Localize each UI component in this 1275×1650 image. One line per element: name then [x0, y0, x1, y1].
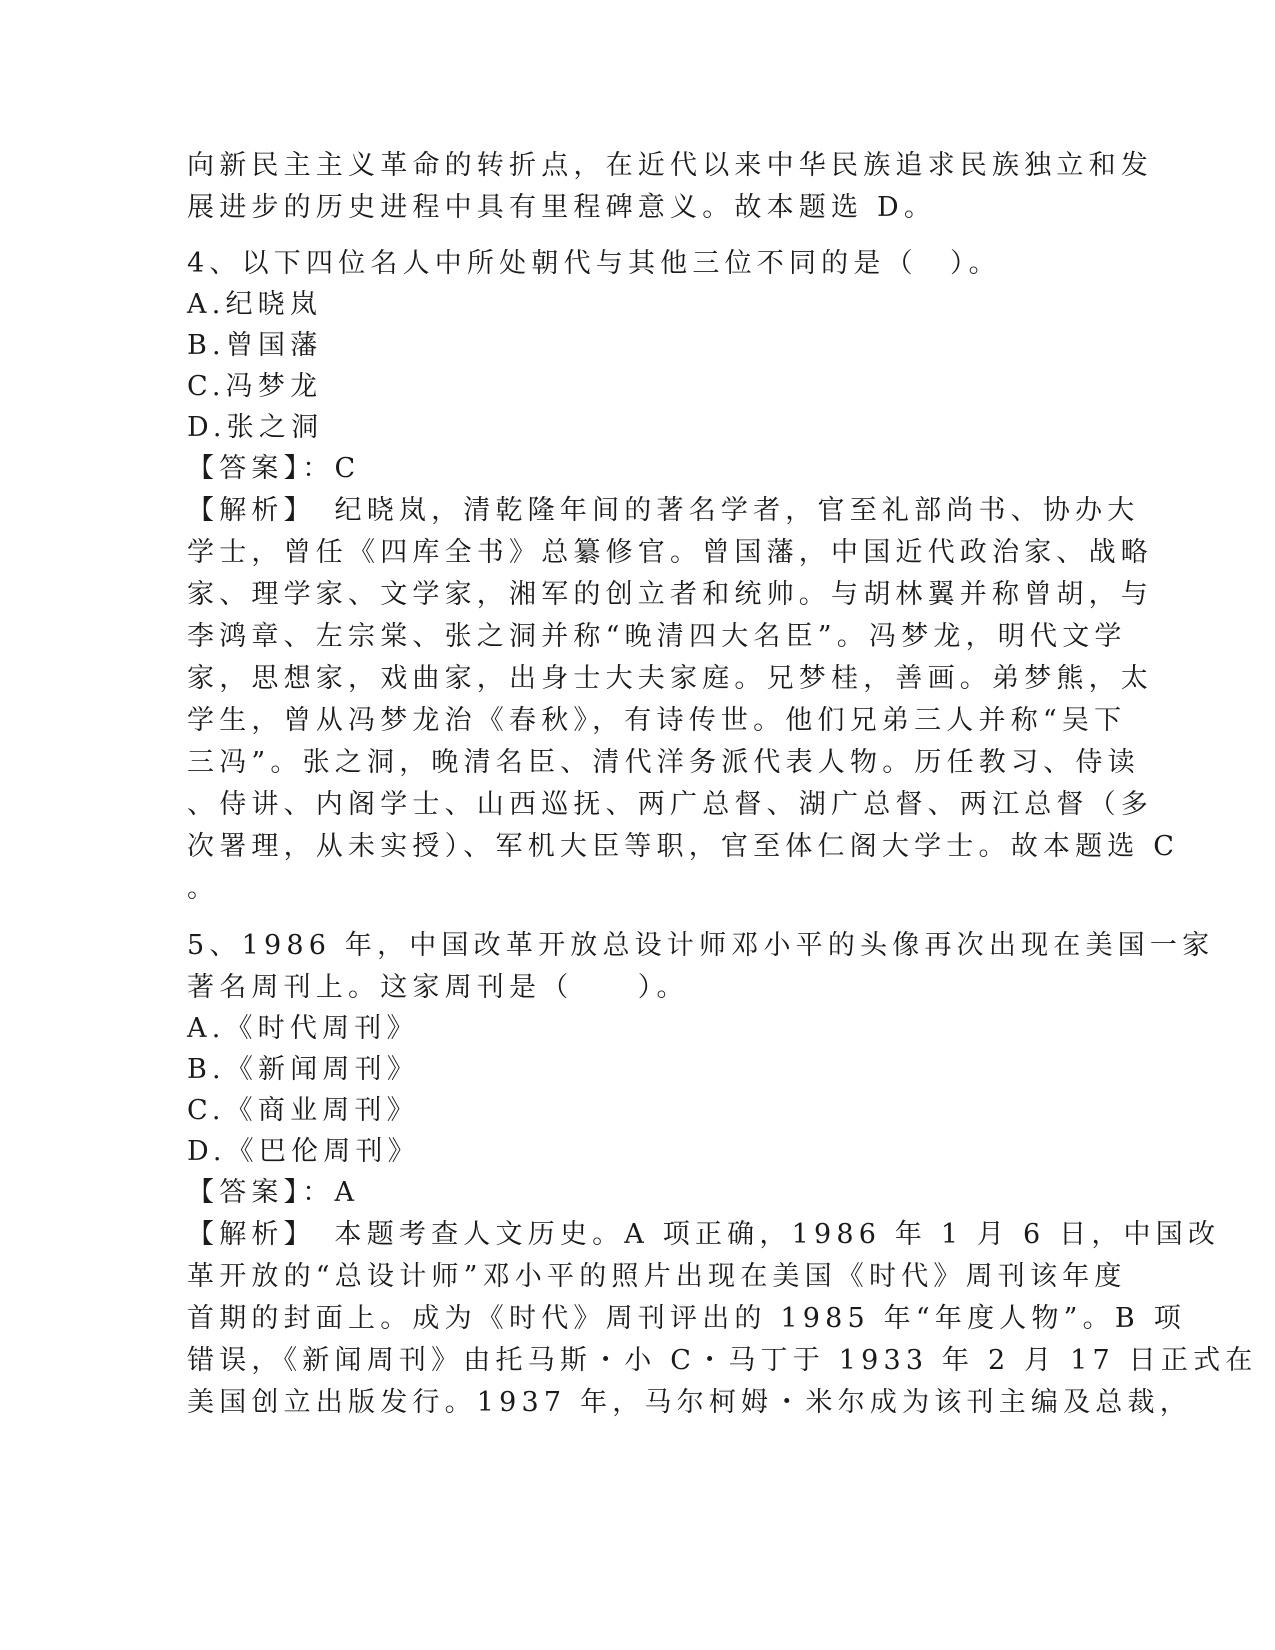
question-5-analysis-line: 首期的封面上。成为《时代》周刊评出的 1985 年“年度人物”。B 项	[187, 1303, 1186, 1334]
question-5-option-a: A.《时代周刊》	[187, 1013, 419, 1044]
question-5-stem-line: 著名周刊上。这家周刊是（ ）。	[187, 972, 689, 1003]
question-5-option-b: B.《新闻周刊》	[187, 1054, 420, 1085]
question-4-analysis-line: 李鸿章、左宗棠、张之洞并称“晚清四大名臣”。冯梦龙，明代文学	[187, 621, 1127, 652]
question-4-analysis-line: 、侍讲、内阁学士、山西巡抚、两广总督、湖广总督、两江总督（多	[187, 789, 1153, 820]
question-4-analysis-line: 家、理学家、文学家，湘军的创立者和统帅。与胡林翼并称曾胡，与	[187, 579, 1153, 610]
question-4-option-c: C.冯梦龙	[187, 371, 323, 402]
question-4-stem: 4、以下四位名人中所处朝代与其他三位不同的是（ ）。	[187, 248, 1001, 279]
question-4-analysis-line: 家，思想家，戏曲家，出身士大夫家庭。兄梦桂，善画。弟梦熊，太	[187, 663, 1153, 694]
question-4-analysis-line: 【解析】 纪晓岚，清乾隆年间的著名学者，官至礼部尚书、协办大	[187, 495, 1140, 526]
question-4-option-b: B.曾国藩	[187, 330, 323, 361]
question-4-analysis-line: 。	[187, 873, 220, 904]
question-4-answer: 【答案】：C	[187, 453, 361, 484]
question-5-answer: 【答案】：A	[187, 1177, 360, 1208]
question-5-stem-line: 5、1986 年，中国改革开放总设计师邓小平的头像再次出现在美国一家	[187, 930, 1215, 961]
question-5-analysis-line: 【解析】 本题考查人文历史。A 项正确，1986 年 1 月 6 日，中国改	[187, 1219, 1221, 1250]
question-4-analysis-line: 学生，曾从冯梦龙治《春秋》，有诗传世。他们兄弟三人并称“吴下	[187, 705, 1127, 736]
question-4-analysis-line: 学士，曾任《四库全书》总纂修官。曾国藩，中国近代政治家、战略	[187, 537, 1153, 568]
intro-line: 向新民主主义革命的转折点，在近代以来中华民族追求民族独立和发	[187, 150, 1153, 181]
question-5-option-c: C.《商业周刊》	[187, 1095, 419, 1126]
question-5-analysis-line: 革开放的“总设计师”邓小平的照片出现在美国《时代》周刊该年度	[187, 1261, 1127, 1292]
question-5-analysis-line: 错误，《新闻周刊》由托马斯・小 C・马丁于 1933 年 2 月 17 日正式在	[187, 1345, 1258, 1376]
intro-line: 展进步的历史进程中具有里程碑意义。故本题选 D。	[187, 192, 937, 223]
question-4-analysis-line: 次署理，从未实授）、军机大臣等职，官至体仁阁大学士。故本题选 C	[187, 831, 1180, 862]
question-5-analysis-line: 美国创立出版发行。1937 年，马尔柯姆・米尔成为该刊主编及总裁，	[187, 1387, 1192, 1418]
question-4-analysis-line: 三冯”。张之洞，晚清名臣、清代洋务派代表人物。历任教习、侍读	[187, 747, 1140, 778]
question-4-option-d: D.张之洞	[187, 412, 324, 443]
question-4-option-a: A.纪晓岚	[187, 289, 323, 320]
question-5-option-d: D.《巴伦周刊》	[187, 1136, 420, 1167]
